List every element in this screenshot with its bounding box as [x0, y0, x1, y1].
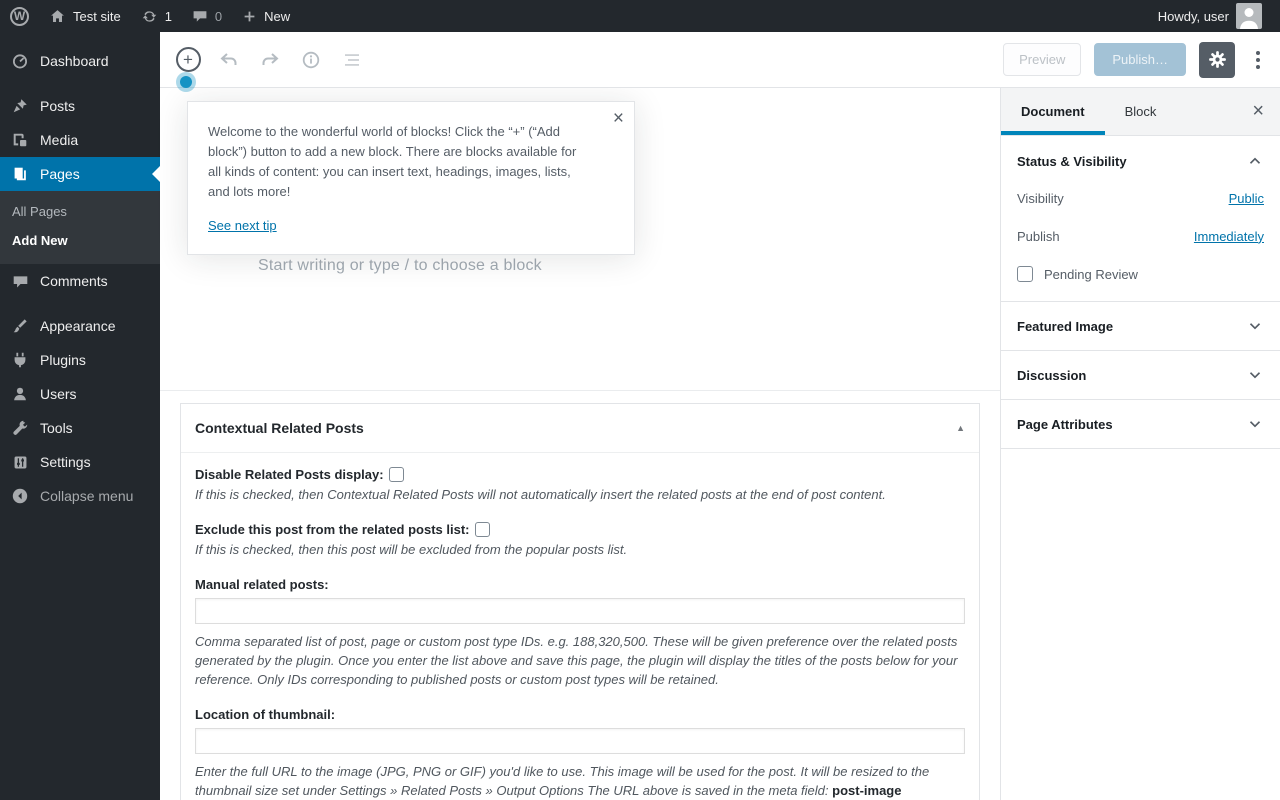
tip-popover [187, 101, 635, 255]
sidebar-item-label: Pages [40, 166, 80, 182]
site-name-label: Test site [73, 8, 121, 24]
sliders-icon [10, 454, 30, 471]
publish-row [1017, 226, 1264, 246]
pending-review-row [1017, 264, 1264, 284]
featured-image-panel-header[interactable] [1001, 302, 1280, 350]
disable-related-posts-checkbox[interactable] [389, 467, 404, 482]
sidebar-item-media[interactable] [0, 123, 160, 157]
sidebar-item-label: Appearance [40, 318, 116, 334]
publish-value-link[interactable]: Immediately [1193, 228, 1264, 244]
new-label: New [264, 8, 291, 24]
visibility-label: Visibility [1017, 190, 1064, 206]
manual-related-posts-desc: Comma separated list of post, page or custom post type IDs. e.g. 188,320,500. These will be given preference over the related posts generated by the plugin. Once you enter the list above and save this page, the plugin will display the titles of the posts below for your reference. Only IDs corresponding to published posts or custom post types will be retained. [195, 633, 958, 687]
preview-button[interactable]: Preview [1003, 43, 1081, 76]
disable-related-posts-desc: If this is checked, then Contextual Related Posts will not automatically insert the related posts at the end of post content. [195, 487, 886, 502]
editor-toolbar [160, 32, 1280, 88]
submenu-add-new[interactable]: Add New [12, 233, 68, 248]
add-block-button[interactable] [174, 46, 202, 74]
metabox-title: Contextual Related Posts [195, 420, 364, 436]
user-avatar [1236, 3, 1262, 29]
pending-review-label: Pending Review [1044, 266, 1138, 282]
thumbnail-location-field [195, 707, 965, 800]
submenu-all-pages[interactable]: All Pages [12, 204, 67, 219]
thumbnail-location-input[interactable] [195, 728, 965, 754]
publish-button[interactable]: Publish… [1094, 43, 1186, 76]
settings-sidebar [1000, 88, 1280, 800]
sidebar-item-label: Settings [40, 454, 91, 470]
manual-related-posts-field [195, 577, 965, 690]
metabox-toggle-icon[interactable]: ▲ [956, 423, 965, 433]
pages-icon [10, 165, 30, 183]
page-attributes-panel-header[interactable] [1001, 400, 1280, 448]
chevron-down-icon [1246, 317, 1264, 335]
my-account-menu[interactable] [1148, 0, 1272, 32]
block-navigation-button[interactable] [338, 46, 366, 74]
howdy-label: Howdy, user [1157, 8, 1229, 24]
sidebar-item-comments[interactable] [0, 264, 160, 298]
user-icon [10, 385, 30, 403]
settings-gear-button[interactable] [1199, 42, 1235, 78]
admin-sidebar [0, 32, 160, 800]
thumbnail-location-label: Location of thumbnail: [195, 706, 336, 722]
discussion-title: Discussion [1017, 367, 1087, 383]
disable-related-posts-field [195, 467, 965, 505]
status-visibility-panel-header[interactable] [1001, 136, 1280, 186]
sidebar-item-label: Dashboard [40, 53, 109, 69]
visibility-row [1017, 188, 1264, 208]
see-next-tip-link[interactable]: See next tip [208, 217, 277, 233]
disable-related-posts-label: Disable Related Posts display: [195, 467, 384, 482]
exclude-post-label: Exclude this post from the related posts list: [195, 521, 470, 537]
admin-bar [0, 0, 1280, 32]
ellipsis-icon [1256, 51, 1260, 55]
sidebar-item-collapse-menu[interactable] [0, 479, 160, 513]
sidebar-item-users[interactable] [0, 377, 160, 411]
sidebar-item-label: Plugins [40, 352, 86, 368]
exclude-post-desc: If this is checked, then this post will be excluded from the popular posts list. [195, 541, 628, 557]
tip-indicator-dot[interactable] [180, 76, 192, 88]
contextual-related-posts-metabox [180, 403, 980, 800]
sidebar-item-pages[interactable] [0, 157, 160, 191]
home-icon [49, 8, 66, 25]
sidebar-close-icon[interactable]: × [1244, 96, 1272, 127]
comment-count: 0 [214, 8, 223, 24]
featured-image-title: Featured Image [1017, 318, 1114, 334]
wrench-icon [10, 419, 30, 437]
thumbnail-location-desc: Enter the full URL to the image (JPG, PNG or GIF) you'd like to use. This image will be used for the post. It will be resized to the thumbnail size set under Settings » Related Posts » Output Options The URL above is saved in the meta field: post-image [195, 763, 930, 798]
collapse-icon [10, 487, 30, 505]
comment-bubble-icon [192, 8, 208, 24]
pin-icon [10, 97, 30, 115]
editor-canvas [160, 88, 1000, 800]
media-icon [10, 131, 30, 149]
comments-menu[interactable] [182, 0, 232, 32]
updates-menu[interactable] [131, 0, 182, 32]
sidebar-item-appearance[interactable] [0, 309, 160, 343]
pages-submenu [0, 191, 160, 264]
metabox-header[interactable] [181, 404, 979, 453]
wp-logo-menu[interactable] [0, 0, 39, 32]
sidebar-item-tools[interactable] [0, 411, 160, 445]
sidebar-item-label: Users [40, 386, 77, 402]
site-name-menu[interactable] [39, 0, 131, 32]
sidebar-item-label: Collapse menu [40, 488, 134, 504]
active-item-arrow [152, 166, 160, 182]
panel-divider [1001, 448, 1280, 449]
canvas-divider [160, 390, 1000, 391]
redo-button[interactable] [256, 46, 284, 74]
content-structure-button[interactable] [297, 46, 325, 74]
block-placeholder-text[interactable]: Start writing or type / to choose a block [258, 257, 542, 274]
wordpress-logo-icon: W [10, 7, 29, 26]
sidebar-item-posts[interactable] [0, 89, 160, 123]
chevron-down-icon [1246, 366, 1264, 384]
sidebar-item-dashboard[interactable] [0, 44, 160, 78]
undo-button[interactable] [215, 46, 243, 74]
sidebar-item-label: Tools [40, 420, 73, 436]
chevron-down-icon [1246, 415, 1264, 433]
status-visibility-title: Status & Visibility [1017, 153, 1127, 169]
visibility-value-link[interactable]: Public [1228, 190, 1264, 206]
tab-document[interactable]: Document [1001, 88, 1105, 135]
update-icon [141, 8, 158, 25]
plug-icon [10, 351, 30, 369]
sidebar-item-label: Comments [40, 273, 108, 289]
status-visibility-panel [1001, 186, 1280, 284]
discussion-panel-header[interactable] [1001, 351, 1280, 399]
dashboard-icon [10, 52, 30, 70]
publish-label: Publish [1017, 228, 1060, 244]
new-content-menu[interactable] [232, 0, 300, 32]
sidebar-item-settings[interactable] [0, 445, 160, 479]
update-count: 1 [164, 8, 172, 24]
inserter-plus-icon: + [176, 47, 201, 72]
page-attributes-title: Page Attributes [1017, 416, 1113, 432]
more-options-button[interactable] [1248, 47, 1268, 73]
exclude-post-field [195, 522, 965, 560]
sidebar-tabs [1001, 88, 1280, 136]
meta-field-name: post-image [832, 782, 902, 798]
tab-block[interactable]: Block [1124, 104, 1157, 119]
sidebar-item-label: Media [40, 132, 79, 148]
pending-review-checkbox[interactable] [1017, 266, 1033, 282]
exclude-post-checkbox[interactable] [475, 522, 490, 537]
gear-icon [1207, 49, 1228, 70]
tip-text: Welcome to the wonderful world of blocks! Click the “+” (“Add block”) button to add a new block. There are blocks available for all kinds of content: you can insert text, headings, images, lists, and lots more! [208, 124, 577, 200]
sidebar-item-plugins[interactable] [0, 343, 160, 377]
manual-related-posts-label: Manual related posts: [195, 576, 329, 592]
manual-related-posts-input[interactable] [195, 598, 965, 624]
plus-icon [242, 9, 257, 24]
comments-icon [10, 273, 30, 290]
brush-icon [10, 317, 30, 335]
chevron-up-icon [1246, 152, 1264, 170]
tip-close-icon[interactable]: × [612, 108, 624, 129]
sidebar-item-label: Posts [40, 98, 76, 114]
